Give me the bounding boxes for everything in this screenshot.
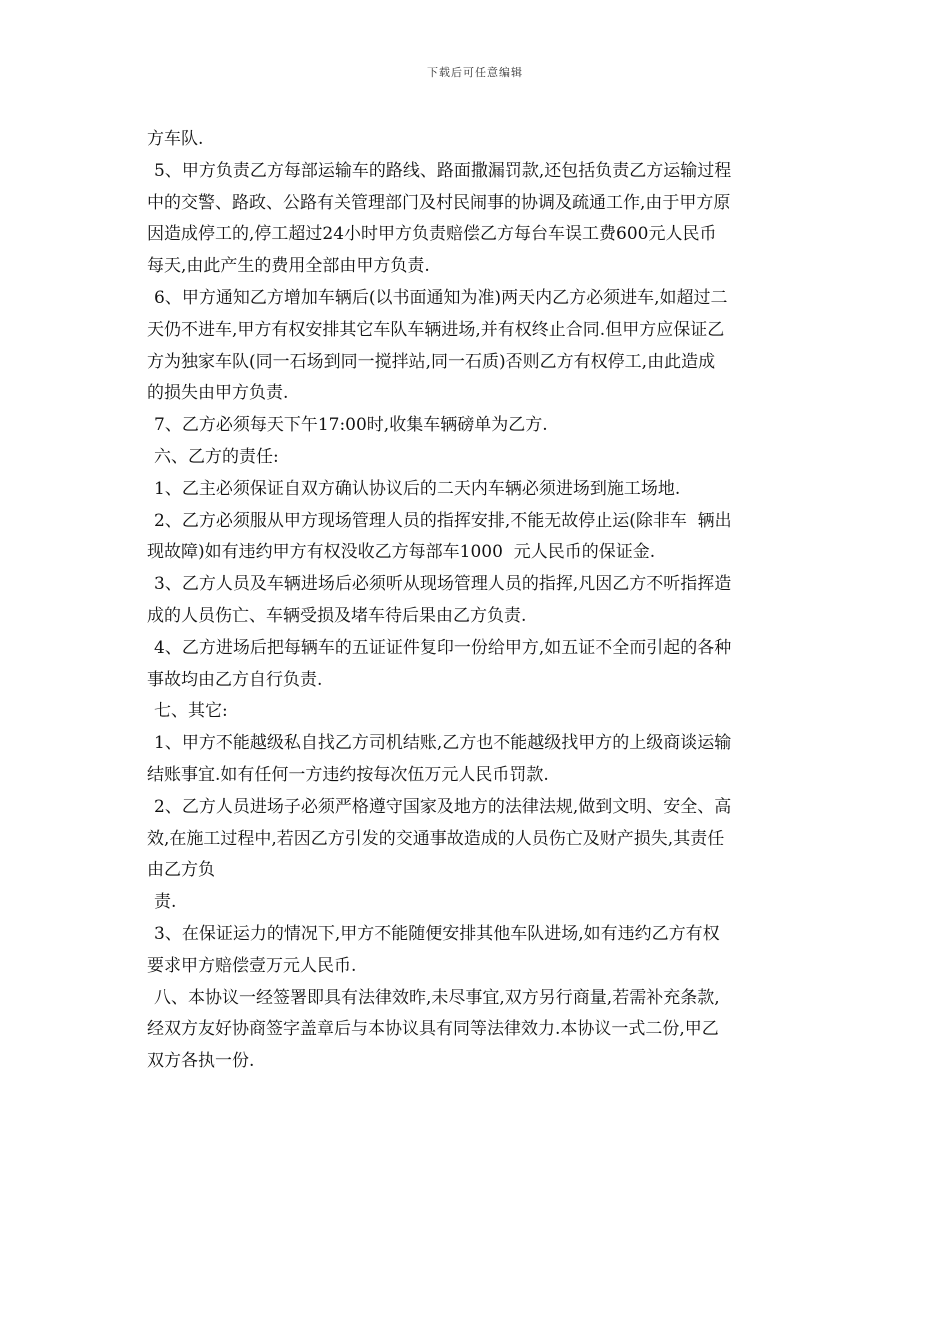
text-line: 效,在施工过程中,若因乙方引发的交通事故造成的人员伤亡及财产损失,其责任 xyxy=(147,828,725,849)
text-line: 八、本协议一经签署即具有法律效昨,未尽事宜,双方另行商量,若需补充条款, xyxy=(154,987,720,1008)
document-body xyxy=(147,124,812,1078)
text-line: 6、甲方通知乙方增加车辆后(以书面通知为准)两天内乙方必须进车,如超过二 xyxy=(154,287,728,308)
text-line: 七、其它: xyxy=(154,701,228,722)
text-line: 方为独家车队(同一石场到同一搅拌站,同一石质)否则乙方有权停工,由此造成 xyxy=(147,351,716,372)
text-line: 经双方友好协商签字盖章后与本协议具有同等法律效力.本协议一式二份,甲乙 xyxy=(147,1019,719,1040)
text-line: 结账事宜.如有任何一方违约按每次伍万元人民币罚款. xyxy=(147,764,549,785)
text-line: 要求甲方赔偿壹万元人民币. xyxy=(147,955,357,976)
text-line: 的损失由甲方负责. xyxy=(147,383,289,404)
text-line: 4、乙方进场后把每辆车的五证证件复印一份给甲方,如五证不全而引起的各种 xyxy=(154,637,732,658)
text-line: 现故障)如有违约甲方有权没收乙方每部车1000 元人民币的保证金. xyxy=(147,542,656,563)
text-line: 1、甲方不能越级私自找乙方司机结账,乙方也不能越级找甲方的上级商谈运输 xyxy=(154,733,732,754)
text-line: 1、乙主必须保证自双方确认协议后的二天内车辆必须进场到施工场地. xyxy=(154,478,681,499)
text-line: 方车队. xyxy=(147,129,204,149)
text-line: 2、乙方人员进场子必须严格遵守国家及地方的法律法规,做到文明、安全、高 xyxy=(154,796,732,817)
text-line: 3、乙方人员及车辆进场后必须听从现场管理人员的指挥,凡因乙方不听指挥造 xyxy=(154,574,732,595)
text-line: 3、在保证运力的情况下,甲方不能随便安排其他车队进场,如有违约乙方有权 xyxy=(154,923,720,944)
text-line: 天仍不进车,甲方有权安排其它车队车辆进场,并有权终止合同.但甲方应保证乙 xyxy=(147,319,725,340)
page-header: 下载后可任意编辑 xyxy=(427,66,523,79)
text-line: 每天,由此产生的费用全部由甲方负责. xyxy=(147,256,430,277)
text-line: 成的人员伤亡、车辆受损及堵车待后果由乙方负责. xyxy=(147,605,527,626)
text-line: 由乙方负 xyxy=(147,860,215,881)
text-line: 因造成停工的,停工超过24小时甲方负责赔偿乙方每台车误工费600元人民币 xyxy=(147,224,717,245)
text-line: 双方各执一份. xyxy=(147,1051,255,1072)
text-line: 2、乙方必须服从甲方现场管理人员的指挥安排,不能无故停止运(除非车 辆出 xyxy=(154,510,732,531)
text-line: 中的交警、路政、公路有关管理部门及村民闹事的协调及疏通工作,由于甲方原 xyxy=(147,192,731,213)
text-line: 7、乙方必须每天下午17:00时,收集车辆磅单为乙方. xyxy=(154,415,548,436)
text-line: 六、乙方的责任: xyxy=(154,446,279,467)
text-line: 责. xyxy=(154,892,177,913)
text-line: 5、甲方负责乙方每部运输车的路线、路面撒漏罚款,还包括负责乙方运输过程 xyxy=(154,160,732,181)
text-line: 事故均由乙方自行负责. xyxy=(147,669,323,690)
